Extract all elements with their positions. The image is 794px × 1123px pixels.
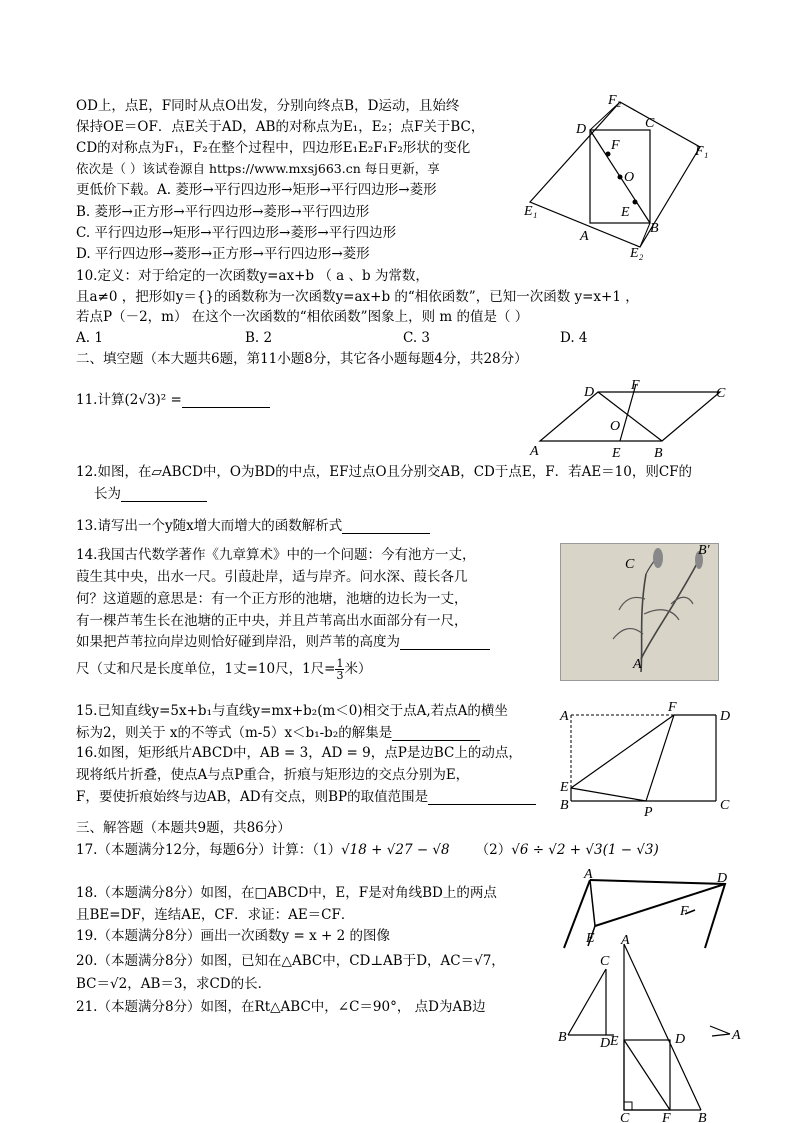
- fig16-label-b: B: [560, 798, 569, 813]
- fig9-label-o: O: [624, 170, 635, 185]
- q9-option-d: D. 平行四边形→菱形→正方形→平行四边形→菱形: [76, 246, 370, 262]
- q19: 19.（本题满分8分）画出一次函数y = x + 2 的图像: [76, 928, 390, 944]
- q14-frac-num: 1: [336, 657, 344, 670]
- fig18-label-a: A: [584, 867, 593, 882]
- q11-expression: (2√3)² =: [124, 392, 182, 408]
- fig21-label-c: C: [620, 1111, 630, 1123]
- q14-answer-blank[interactable]: [400, 635, 490, 650]
- figure-q9-rhombus: [520, 92, 720, 262]
- fig20-label-d: D: [600, 1036, 611, 1051]
- q17-expression-2: √6 ÷ √2 + √3(1 − √3): [511, 842, 659, 858]
- fig9-label-e: E: [621, 205, 630, 220]
- q12-answer-blank[interactable]: [121, 487, 207, 502]
- q17-text: 17.（本题满分12分，每题6分）计算：（1）: [76, 842, 342, 858]
- q14-line6a: 尺（丈和尺是长度单位，1丈=10尺，1尺=: [76, 661, 336, 677]
- q14-line2: 葭生其中央，出水一尺。引葭赴岸，适与岸齐。问水深、葭长各几: [76, 569, 468, 585]
- fig14-label-a: A: [633, 657, 642, 672]
- fig9-label-f1: F₁: [695, 144, 709, 159]
- q9-line4: 依次是（ ）该试卷源自 https://www.mxsj663.cn 每日更新，享: [76, 161, 440, 176]
- q11: [76, 392, 270, 408]
- fig12-label-b: B: [654, 446, 663, 461]
- q20-line1: 20.（本题满分8分）如图，已知在△ABC中，CD⊥AB于D，AC＝√7，: [76, 953, 505, 969]
- fig16-label-p: P: [644, 805, 653, 820]
- figure-q21-right-triangle: [604, 932, 729, 1122]
- q15-answer-blank[interactable]: [392, 726, 480, 741]
- fig21-label-a: A: [621, 933, 630, 948]
- q18-line1: 18.（本题满分8分）如图，在□ABCD中，E，F是对角线BD上的两点: [76, 885, 497, 901]
- q11-answer-blank[interactable]: [182, 393, 270, 408]
- fig16-label-e: E: [560, 780, 569, 795]
- fig9-label-f: F: [611, 138, 620, 153]
- q16-answer-blank[interactable]: [428, 790, 536, 805]
- q13-answer-blank[interactable]: [342, 519, 430, 534]
- q18-line2: 且BE=DF，连结AE，CF．求证：AE＝CF．: [76, 907, 355, 923]
- fig12-label-d: D: [584, 385, 595, 400]
- fig16-label-a: A: [560, 709, 569, 724]
- q14-line3: 何？这道题的意思是：有一个正方形的池塘，池塘的边长为一丈，: [76, 591, 468, 607]
- q16-line1: 16.如图，矩形纸片ABCD中，AB = 3，AD = 9，点P是边BC上的动点，: [76, 745, 522, 761]
- q17-expression-1: √18 + √27 − √8: [341, 842, 450, 858]
- q9-line1: OD上，点E，F同时从点O出发，分别向终点B，D运动，且始终: [76, 98, 460, 114]
- fig20-label-b: B: [558, 1030, 567, 1045]
- fig14-label-c: C: [625, 557, 635, 572]
- fig18-label-d: D: [717, 871, 728, 886]
- q10-option-b: B. 2: [245, 330, 273, 346]
- q21: 21.（本题满分8分）如图，在Rt△ABC中，∠C＝90°， 点D为AB边: [76, 999, 486, 1015]
- q13: [76, 518, 430, 534]
- fig9-label-b: B: [650, 221, 659, 236]
- fig16-label-f: F: [668, 700, 677, 715]
- fig9-label-a: A: [580, 229, 589, 244]
- q12-line2-text: 长为: [94, 486, 121, 502]
- fig9-label-c: C: [645, 116, 655, 131]
- section-fill-in-blank: 二、填空题（本大题共6题，第11小题8分，其它各小题每题4分，共28分）: [76, 351, 528, 367]
- q9-line2: 保持OE＝OF．点E关于AD，AB的对称点为E₁，E₂；点F关于BC，: [76, 119, 485, 135]
- q9-option-b: B. 菱形→正方形→平行四边形→菱形→平行四边形: [76, 204, 370, 220]
- q20-line2: BC＝√2，AB＝3，求CD的长．: [76, 976, 272, 992]
- q15-line2: [76, 725, 480, 741]
- fig21-label-d: D: [675, 1032, 686, 1047]
- fig18-label-f: F: [680, 904, 689, 919]
- q14-line4: 有一棵芦苇生长在池塘的正中央，并且芦苇高出水面部分有一尺，: [76, 613, 468, 629]
- q10-line3: 若点P（－2，m） 在这个一次函数的“相依函数”图象上，则 m 的值是（ ）: [76, 309, 529, 325]
- q15-line1: 15.已知直线y=5x+b₁与直线y=mx+b₂(m＜0)相交于点A,若点A的横坐: [76, 703, 508, 719]
- fig9-label-e1: E₁: [524, 204, 538, 219]
- fig12-label-e: E: [612, 446, 621, 461]
- q9-option-c: C. 平行四边形→矩形→平行四边形→菱形→平行四边形: [76, 225, 397, 241]
- fig21-label-f: F: [662, 1111, 671, 1123]
- q14-line5-text: 如果把芦苇拉向岸边则恰好碰到岸沿，则芦苇的高度为: [76, 634, 400, 650]
- fig18-label-e: E: [586, 931, 595, 946]
- fig16-label-c: C: [720, 798, 730, 813]
- fig14-label-b-prime: B': [698, 543, 710, 558]
- q17-part2: （2）: [475, 842, 512, 858]
- q11-prefix: 11.计算: [76, 392, 125, 408]
- q17: [76, 842, 659, 858]
- fig12-label-o: O: [610, 419, 621, 434]
- section-solutions: 三、解答题（本题共9题，共86分）: [76, 820, 291, 836]
- q10-option-c: C. 3: [403, 330, 431, 346]
- q12-line2: [94, 486, 207, 502]
- figure-q16-rectangle-fold: [556, 700, 746, 820]
- figure-q12-parallelogram: [530, 378, 740, 461]
- fig20-label-c: C: [600, 954, 610, 969]
- q16-line2: 现将纸片折叠，使点A与点P重合，折痕与矩形边的交点分别为E，: [76, 767, 470, 783]
- q9-line5: 更低价下载。A. 菱形→平行四边形→矩形→平行四边形→菱形: [76, 182, 437, 198]
- fig12-label-c: C: [716, 386, 726, 401]
- fig20-label-a: A: [732, 1028, 741, 1043]
- q10-option-d: D. 4: [560, 330, 588, 346]
- q14-frac-den: 3: [336, 669, 344, 682]
- q16-line3-text: F，要使折痕始终与边AB，AD有交点，则BP的取值范围是: [76, 789, 429, 805]
- fig21-label-e: E: [610, 1034, 619, 1049]
- q10-option-a: A. 1: [76, 330, 103, 346]
- q14-line5: [76, 634, 490, 650]
- q15-line2-text: 标为2，则关于 x的不等式（m-5）x＜b₁-b₂的解集是: [76, 725, 393, 741]
- fig9-label-f2: F₂: [608, 93, 622, 108]
- fig9-label-d: D: [576, 122, 587, 137]
- q12-line1: 12.如图，在▱ABCD中，O为BD的中点，EF过点O且分别交AB，CD于点E，F．若AE＝10，则CF的: [76, 464, 693, 480]
- fig21-label-b: B: [698, 1111, 707, 1123]
- q14-line1: 14.我国古代数学著作《九章算术》中的一个问题：今有池方一丈，: [76, 547, 476, 563]
- fig9-label-e2: E₂: [630, 246, 644, 261]
- q14-line6: [76, 658, 371, 681]
- fig12-label-f: F: [631, 378, 640, 393]
- q10-line1: 10.定义：对于给定的一次函数y=ax+b （ a 、b 为常数，: [76, 268, 429, 284]
- q16-line3: [76, 789, 536, 805]
- fig16-label-d: D: [720, 709, 731, 724]
- q9-line3: CD的对称点为F₁，F₂在整个过程中，四边形E₁E₂F₁F₂形状的变化: [76, 140, 471, 156]
- q10-line2: 且a≠0 ，把形如y＝{}的函数称为一次函数y=ax+b 的“相依函数”，已知一次函数 y=x+1 ，: [76, 289, 639, 305]
- figure-q14-reed-photo: [560, 543, 719, 681]
- q14-line6b: 米）: [344, 661, 372, 677]
- q13-text: 13.请写出一个y随x增大而增大的函数解析式: [76, 518, 343, 534]
- fig12-label-a: A: [530, 444, 539, 459]
